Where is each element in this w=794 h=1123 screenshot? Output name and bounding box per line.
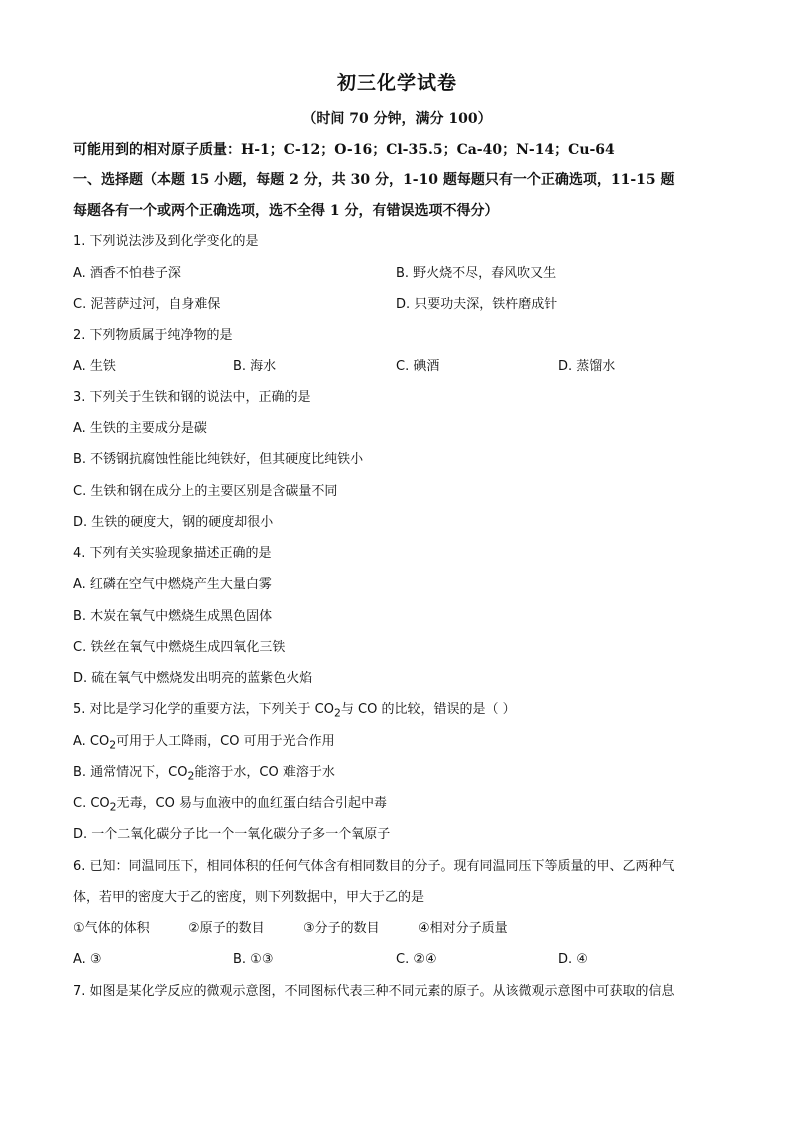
stem-text: 与 CO 的比较，错误的是（ ）: [340, 702, 516, 717]
question-4-option-d: D. 硫在氧气中燃烧发出明亮的蓝紫色火焰: [73, 671, 313, 686]
question-5-option-d: D. 一个二氧化碳分子比一个一氧化碳分子多一个氧原子: [73, 827, 391, 842]
question-6-item-3: ③分子的数目: [303, 921, 380, 936]
question-6-option-c: C. ②④: [396, 952, 437, 967]
question-2-option-b: B. 海水: [233, 359, 277, 374]
exam-title: 初三化学试卷: [336, 72, 457, 94]
option-text: 可用于人工降雨，CO 可用于光合作用: [116, 734, 335, 749]
question-2-option-c: C. 碘酒: [396, 359, 440, 374]
question-6-item-1: ①气体的体积: [73, 921, 150, 936]
option-text: A. CO: [73, 734, 110, 749]
question-1-option-d: D. 只要功夫深，铁杵磨成针: [396, 297, 558, 312]
question-4-option-c: C. 铁丝在氧气中燃烧生成四氧化三铁: [73, 640, 286, 655]
question-3-option-d: D. 生铁的硬度大，钢的硬度却很小: [73, 515, 274, 530]
option-text: 无毒，CO 易与血液中的血红蛋白结合引起中毒: [116, 796, 387, 811]
question-1-option-c: C. 泥菩萨过河，自身难保: [73, 297, 221, 312]
question-3-option-b: B. 不锈钢抗腐蚀性能比纯铁好，但其硬度比纯铁小: [73, 452, 364, 467]
option-text: 能溶于水，CO 难溶于水: [194, 765, 335, 780]
question-5-option-a: [73, 732, 335, 756]
option-text: B. 通常情况下，CO: [73, 765, 188, 780]
question-6-option-a: A. ③: [73, 952, 102, 967]
question-1-option-b: B. 野火烧不尽，春风吹又生: [396, 266, 557, 281]
question-3-stem: 3. 下列关于生铁和钢的说法中，正确的是: [73, 390, 311, 405]
question-4-stem: 4. 下列有关实验现象描述正确的是: [73, 546, 272, 561]
section-heading-line2: 每题各有一个或两个正确选项，选不全得 1 分，有错误选项不得分）: [73, 203, 499, 219]
question-5-option-b: [73, 763, 335, 787]
exam-subtitle: （时间 70 分钟，满分 100）: [302, 111, 492, 127]
question-1-stem: 1. 下列说法涉及到化学变化的是: [73, 234, 259, 249]
subscript: 2: [333, 706, 341, 720]
question-6-option-b: B. ①③: [233, 952, 274, 967]
question-2-option-d: D. 蒸馏水: [558, 359, 616, 374]
question-4-option-b: B. 木炭在氧气中燃烧生成黑色固体: [73, 609, 273, 624]
question-7-stem: 7. 如图是某化学反应的微观示意图，不同图标代表三种不同元素的原子。从该微观示意图中可获取的信息: [73, 984, 675, 999]
question-6-item-2: ②原子的数目: [188, 921, 265, 936]
question-3-option-c: C. 生铁和钢在成分上的主要区别是含碳量不同: [73, 484, 338, 499]
subscript: 2: [109, 738, 117, 752]
subscript: 2: [109, 800, 117, 814]
question-4-option-a: A. 红磷在空气中燃烧产生大量白雾: [73, 577, 272, 592]
question-1-option-a: A. 酒香不怕巷子深: [73, 266, 181, 281]
question-5-stem: [73, 700, 516, 724]
question-6-stem-line2: 体，若甲的密度大于乙的密度，则下列数据中，甲大于乙的是: [73, 890, 425, 905]
question-2-stem: 2. 下列物质属于纯净物的是: [73, 328, 233, 343]
subscript: 2: [187, 769, 195, 783]
question-6-item-4: ④相对分子质量: [418, 921, 508, 936]
question-6-option-d: D. ④: [558, 952, 588, 967]
option-text: C. CO: [73, 796, 110, 811]
question-2-option-a: A. 生铁: [73, 359, 116, 374]
stem-text: 5. 对比是学习化学的重要方法，下列关于 CO: [73, 702, 334, 717]
question-5-option-c: [73, 794, 387, 818]
section-heading-line1: 一、选择题（本题 15 小题，每题 2 分，共 30 分，1-10 题每题只有一个正确选项，11-15 题: [73, 172, 675, 188]
question-6-stem-line1: 6. 已知：同温同压下，相同体积的任何气体含有相同数目的分子。现有同温同压下等质量的甲、乙两种气: [73, 859, 675, 874]
question-3-option-a: A. 生铁的主要成分是碳: [73, 421, 207, 436]
atomic-mass-line: 可能用到的相对原子质量：H-1；C-12；O-16；Cl-35.5；Ca-40；N-14；Cu-64: [73, 142, 615, 158]
